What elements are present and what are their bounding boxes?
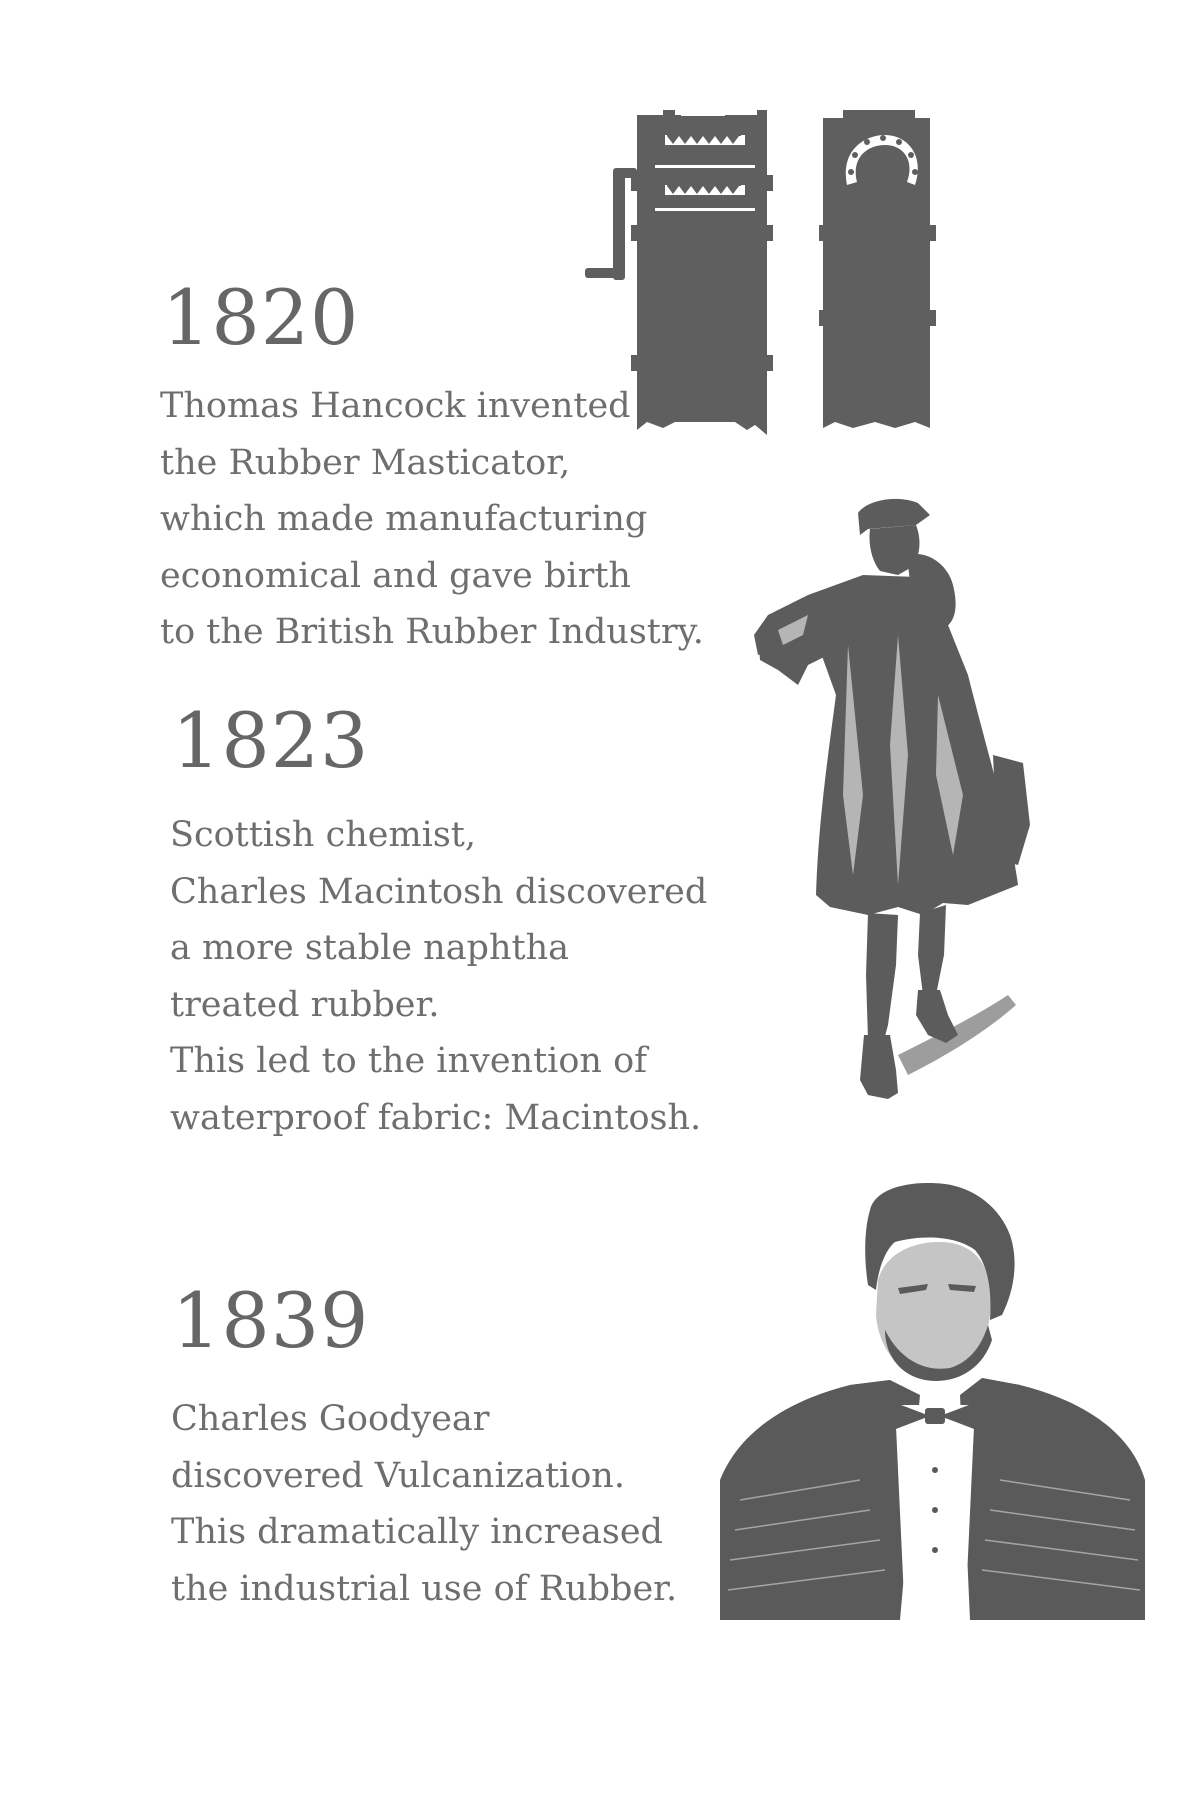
goodyear-portrait-icon — [720, 1180, 1145, 1620]
entry-description: Thomas Hancock invented the Rubber Masticator, which made manufacturing economical and gave birth to the British Rubber Industry. — [160, 386, 704, 652]
entry-description: Charles Goodyear discovered Vulcanization. This dramatically increased the industrial use of Rubber. — [171, 1399, 678, 1609]
timeline-entry-1823 — [0, 696, 720, 1146]
macintosh-coat-figure-icon — [748, 495, 1058, 1140]
timeline-entry-1839 — [0, 1276, 720, 1617]
year-heading: 1839 — [172, 1276, 370, 1365]
year-heading: 1823 — [172, 696, 370, 785]
year-heading: 1820 — [162, 273, 360, 362]
entry-description: Scottish chemist, Charles Macintosh discovered a more stable naphtha treated rubber. This led to the invention of waterproof fabric: Macintosh. — [170, 815, 708, 1138]
rubber-masticator-icon — [585, 110, 945, 435]
